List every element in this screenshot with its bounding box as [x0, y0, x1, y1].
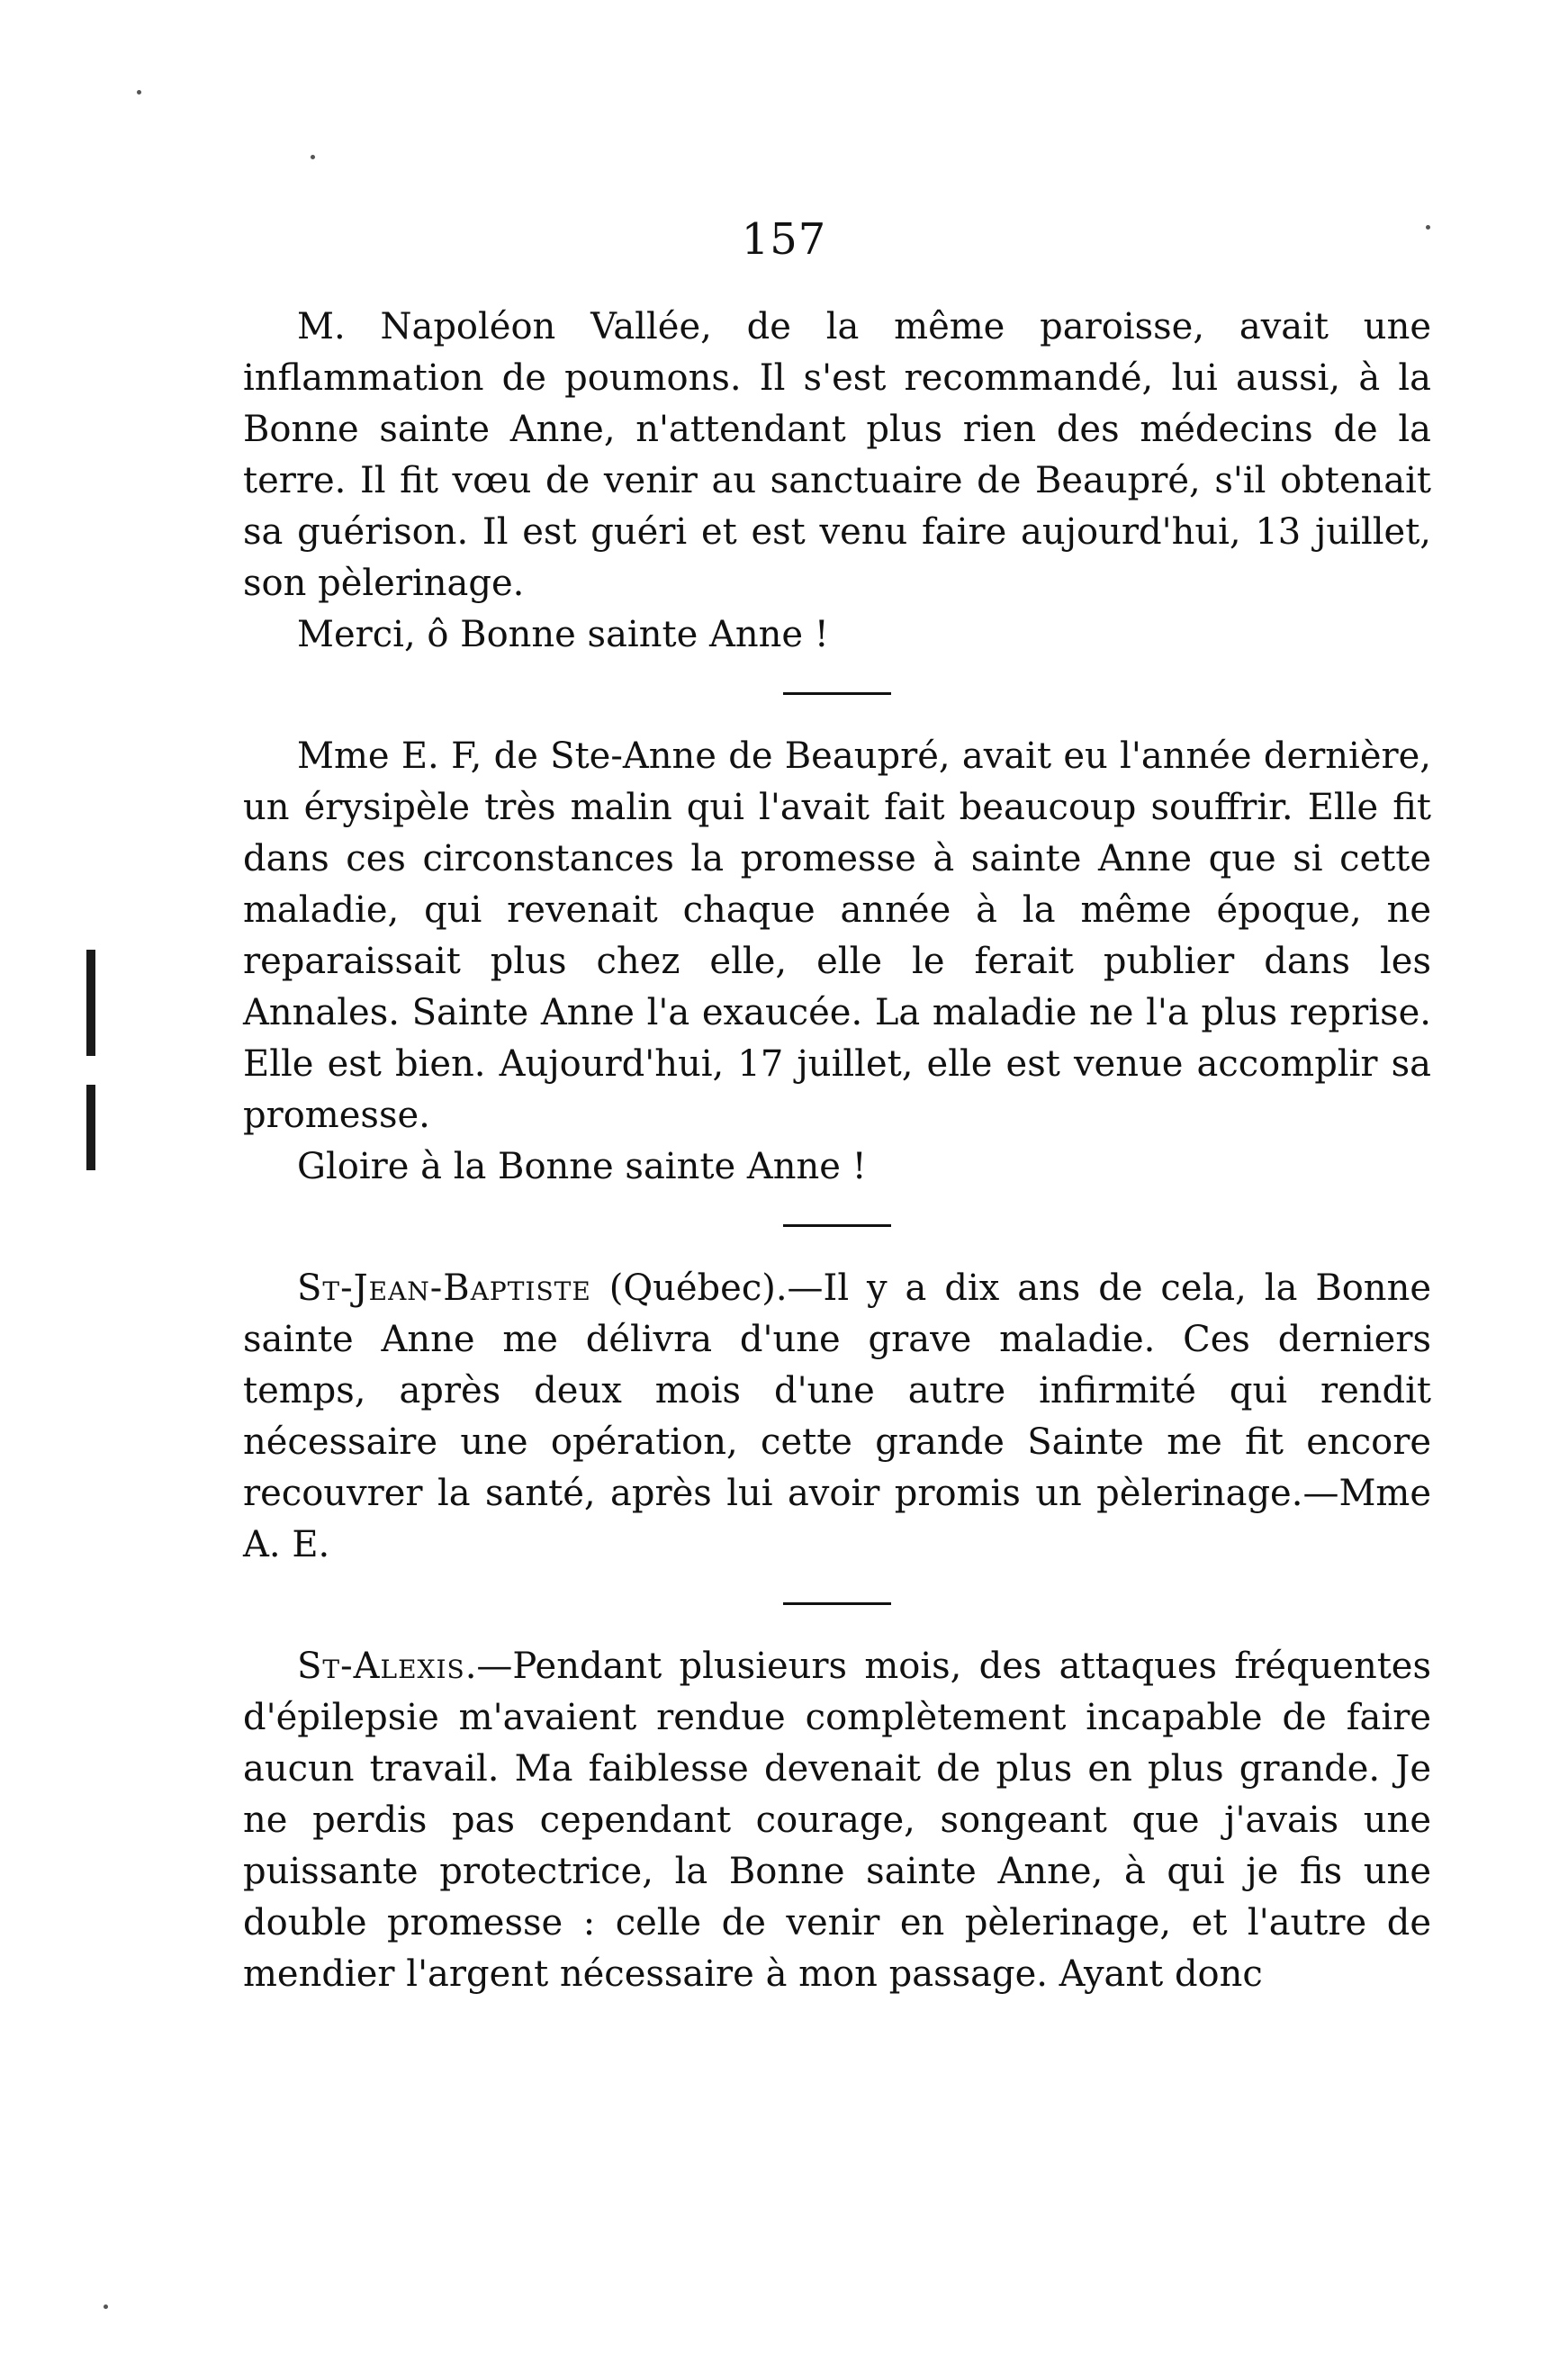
testimony-vallee-closing: Merci, ô Bonne sainte Anne ! — [297, 614, 829, 655]
testimony-st-alexis — [243, 1641, 1431, 2000]
testimony-mme-ef-closing: Gloire à la Bonne sainte Anne ! — [297, 1146, 867, 1187]
section-divider — [783, 692, 891, 695]
testimony-text: .—Pendant plusieurs mois, des attaques fréquentes d'épilepsie m'avaient rendue complètement incapable de faire aucun travail. Ma faiblesse devenait de plus en plus grande. Je ne perdis pas cependant courage, songeant que j'avais une puissante protectrice, la Bonne sainte Anne, à qui je fis une double promesse : celle de venir en pèlerinage, et l'autre de mendier l'argent nécessaire à mon passage. Ayant donc — [243, 1646, 1431, 1995]
scan-speck — [104, 2304, 108, 2309]
page-number: 157 — [741, 214, 827, 265]
place-name: St-Alexis — [297, 1646, 465, 1687]
section-divider — [783, 1224, 891, 1227]
scan-speck — [1426, 225, 1430, 230]
page-body — [243, 302, 1431, 2000]
testimony-vallee: M. Napoléon Vallée, de la même paroisse, avait une inflammation de poumons. Il s'est recommandé, lui aussi, à la Bonne sainte Anne, n'attendant plus rien des médecins de la terre. Il fit vœu de venir au sanctuaire de Beaupré, s'il obtenait sa guérison. Il est guéri et est venu faire aujourd'hui, 13 juillet, son pèlerinage. — [243, 306, 1431, 604]
testimony-text: (Québec).—Il y a dix ans de cela, la Bonne sainte Anne me délivra d'une grave maladie. Ces derniers temps, après deux mois d'une autre infirmité qui rendit nécessaire une opération, cette grande Sainte me fit encore recouvrer la santé, après lui avoir promis un pèlerinage.—Mme A. E. — [243, 1267, 1431, 1565]
scan-speck — [137, 90, 141, 95]
scan-speck — [311, 155, 315, 159]
testimony-mme-ef: Mme E. F, de Ste-Anne de Beaupré, avait eu l'année dernière, un érysipèle très malin qui l'avait fait beaucoup souffrir. Elle fit dans ces circonstances la promesse à sainte Anne que si cette maladie, qui revenait chaque année à la même époque, ne reparaissait plus chez elle, elle le ferait publier dans les Annales. Sainte Anne l'a exaucée. La maladie ne l'a plus reprise. Elle est bien. Aujourd'hui, 17 juillet, elle est venue accomplir sa promesse. — [243, 735, 1431, 1136]
margin-ink-marks — [83, 950, 99, 1170]
section-divider — [783, 1602, 891, 1605]
margin-mark — [86, 950, 95, 1056]
testimony-st-jean-baptiste — [243, 1263, 1431, 1571]
place-name: St-Jean-Baptiste — [297, 1267, 591, 1309]
margin-mark — [86, 1085, 95, 1170]
